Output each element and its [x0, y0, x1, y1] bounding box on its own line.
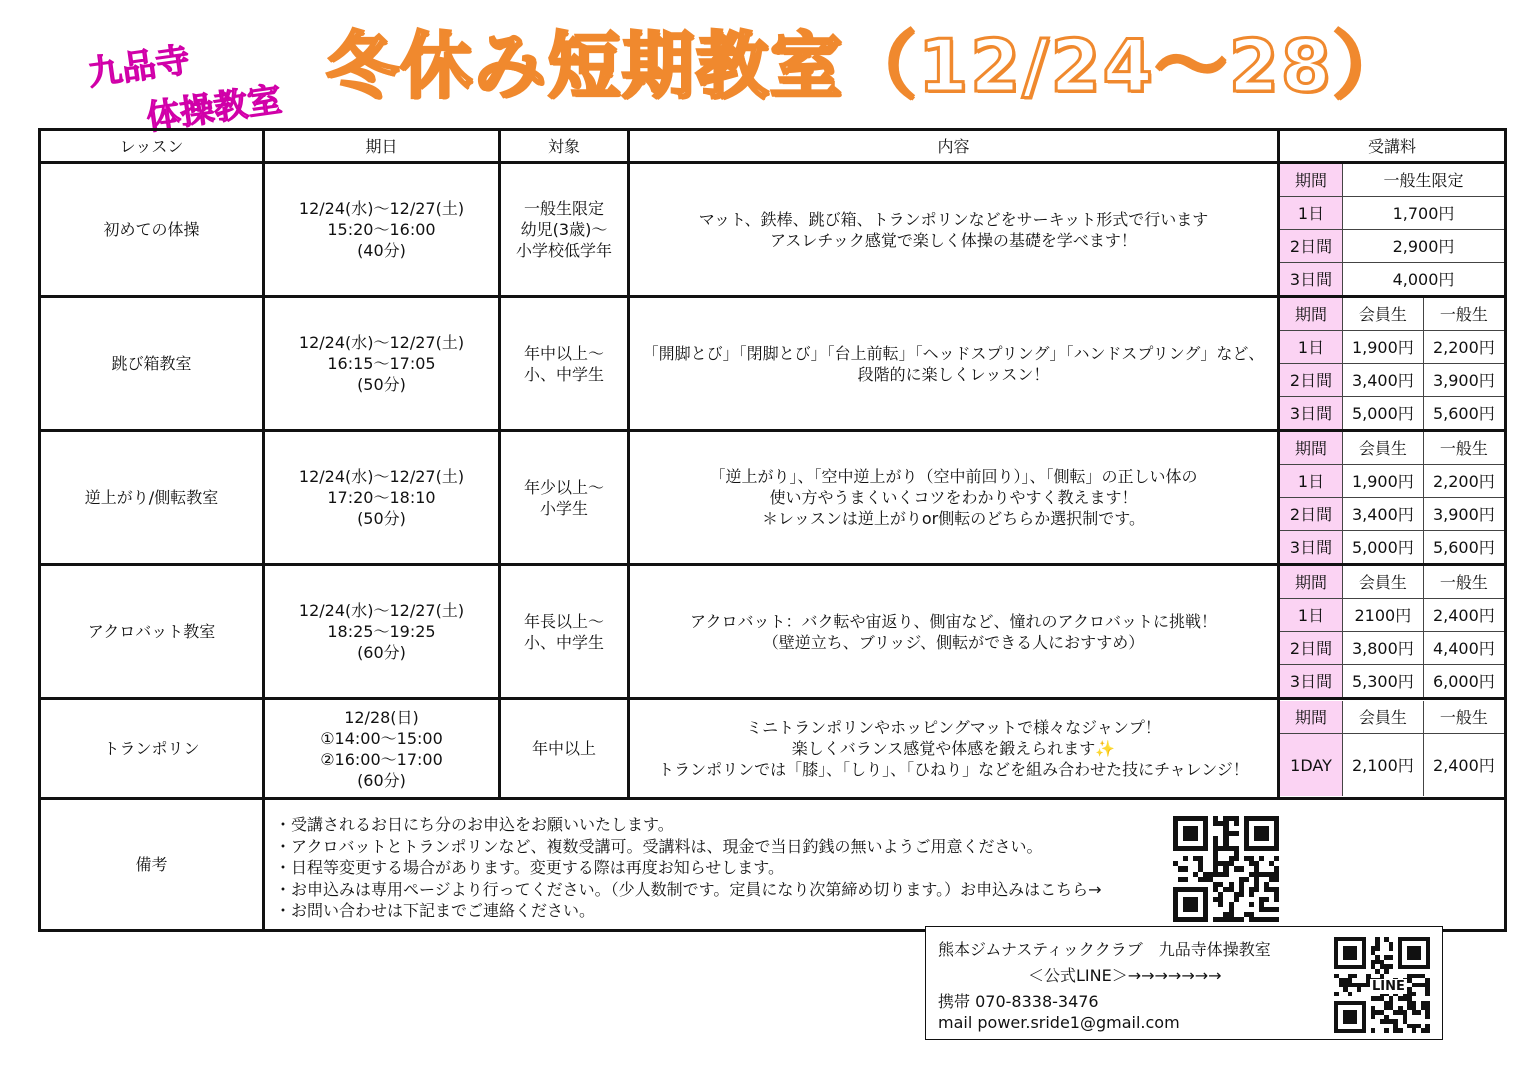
qr-module	[1274, 897, 1279, 902]
qr-module	[1183, 866, 1188, 871]
date-line: ①14:00～15:00	[320, 728, 443, 748]
fee-general-price: 2,200円	[1423, 465, 1504, 498]
qr-module	[1416, 1010, 1421, 1015]
qr-module	[1239, 866, 1244, 871]
fee-period: 3日間	[1280, 665, 1343, 698]
qr-module	[1183, 856, 1188, 861]
contact-org: 熊本ジムナスティッククラブ 九品寺体操教室	[938, 940, 1271, 959]
content-line: 楽しくバランス感覚や体感を鍛えられます✨	[791, 739, 1116, 758]
date-line: 16:15～17:05	[327, 354, 436, 373]
lesson-name: 逆上がり/側転教室	[40, 431, 264, 565]
qr-module	[1249, 902, 1254, 907]
brand-line-1: 九品寺	[85, 40, 193, 94]
lesson-row	[40, 431, 1506, 565]
lesson-target	[500, 297, 629, 431]
qr-module	[1398, 1028, 1403, 1033]
qr-finder-pattern	[1244, 816, 1279, 851]
qr-module	[1375, 946, 1380, 951]
qr-module	[1371, 1028, 1376, 1033]
fee-period: 1日	[1280, 599, 1343, 632]
qr-module	[1389, 946, 1394, 951]
lesson-name: 初めての体操	[40, 163, 264, 297]
target-line: 年中以上～	[523, 343, 604, 363]
lesson-date	[264, 163, 500, 297]
date-line: 12/24(水)～12/27(土)	[298, 601, 465, 620]
line-label: LINE	[1372, 979, 1405, 994]
date-line: 12/28(日)	[344, 707, 419, 727]
qr-module	[1384, 1028, 1389, 1033]
lesson-row	[40, 699, 1506, 799]
fee-member-label: 会員生	[1343, 701, 1424, 734]
lesson-content	[629, 297, 1279, 431]
content-line: ＊レッスンは逆上がりor側転のどちらか選択制です。	[762, 509, 1145, 528]
fee-price: 2,900円	[1343, 230, 1505, 263]
qr-module	[1352, 974, 1357, 979]
fee-period-label: 期間	[1280, 298, 1343, 331]
qr-module	[1239, 892, 1244, 897]
lesson-content	[629, 431, 1279, 565]
fee-member-label: 会員生	[1343, 566, 1424, 599]
fee-cell	[1279, 163, 1506, 297]
header-target: 対象	[500, 130, 629, 163]
fee-general-only: 一般生限定	[1343, 164, 1505, 197]
fee-row	[1280, 263, 1504, 296]
fee-period: 2日間	[1280, 498, 1343, 531]
fee-row	[1280, 531, 1504, 564]
content-line: トランポリンでは「膝」、「しり」、「ひねり」などを組み合わせた技にチャレンジ！	[658, 760, 1249, 779]
target-line: 幼児(3歳)～	[520, 220, 608, 239]
lesson-date	[264, 431, 500, 565]
header-row	[40, 130, 1506, 163]
fee-member-price: 2,100円	[1343, 734, 1424, 796]
fee-price: 1,700円	[1343, 197, 1505, 230]
fee-member-price: 3,400円	[1343, 498, 1424, 531]
fee-period: 2日間	[1280, 632, 1343, 665]
header-lesson: レッスン	[40, 130, 264, 163]
qr-module	[1412, 992, 1417, 997]
fee-header-row	[1280, 432, 1504, 465]
date-line: (50分)	[357, 375, 406, 394]
lesson-name: トランポリン	[40, 699, 264, 799]
content-line: 使い方やうまくいくコツをわかりやすく教えます！	[769, 488, 1138, 507]
fee-member-price: 3,800円	[1343, 632, 1424, 665]
fee-period: 2日間	[1280, 230, 1343, 263]
fee-member-price: 5,300円	[1343, 665, 1424, 698]
date-line: (50分)	[357, 509, 406, 528]
contact-mail: mail power.sride1@gmail.com	[938, 1013, 1180, 1032]
qr-module	[1249, 892, 1254, 897]
fee-cell	[1279, 431, 1506, 565]
qr-module	[1234, 856, 1239, 861]
application-qr-code-icon[interactable]	[1173, 816, 1279, 922]
fee-period: 1日	[1280, 197, 1343, 230]
fee-row	[1280, 665, 1504, 698]
fee-general-price: 6,000円	[1423, 665, 1504, 698]
fee-general-label: 一般生	[1423, 701, 1504, 734]
content-line: 「開脚とび」「閉脚とび」「台上前転」「ヘッドスプリング」「ハンドスプリング」など、	[642, 343, 1265, 363]
notes-content	[264, 799, 1506, 931]
fee-general-price: 2,200円	[1423, 331, 1504, 364]
qr-module	[1412, 1028, 1417, 1033]
fee-period: 1DAY	[1280, 734, 1343, 796]
lesson-row	[40, 163, 1506, 297]
date-line: 15:20～16:00	[327, 220, 436, 239]
qr-module	[1389, 964, 1394, 969]
qr-module	[1274, 877, 1279, 882]
date-line: 18:25～19:25	[327, 622, 436, 641]
target-line: 小、中学生	[523, 632, 604, 652]
lesson-content	[629, 699, 1279, 799]
target-line: 小学生	[539, 498, 588, 518]
fee-table	[1280, 164, 1504, 295]
qr-module	[1274, 856, 1279, 861]
date-line: ②16:00～17:00	[320, 749, 443, 769]
fee-table	[1280, 701, 1504, 796]
fee-general-price: 3,900円	[1423, 364, 1504, 397]
content-line: 段階的に楽しくレッスン！	[857, 364, 1050, 384]
qr-module	[1384, 969, 1389, 974]
fee-cell	[1279, 297, 1506, 431]
qr-module	[1254, 887, 1259, 892]
qr-module	[1183, 877, 1188, 882]
fee-row	[1280, 498, 1504, 531]
lesson-row	[40, 297, 1506, 431]
fee-general-price: 5,600円	[1423, 531, 1504, 564]
fee-table	[1280, 298, 1504, 429]
lesson-date	[264, 565, 500, 699]
notes-label: 備考	[40, 799, 264, 931]
qr-module	[1357, 987, 1362, 992]
target-line: 年中以上	[531, 739, 596, 758]
qr-module	[1274, 907, 1279, 912]
notes-item: ・お申込みは専用ページより行ってください。（少人数制です。定員になり次第締め切ります。）お申込みはこちら→	[275, 879, 1102, 899]
fee-row	[1280, 632, 1504, 665]
fee-period: 3日間	[1280, 531, 1343, 564]
qr-module	[1239, 917, 1244, 922]
qr-finder-pattern	[1334, 937, 1366, 969]
fee-period: 3日間	[1280, 263, 1343, 296]
fee-member-label: 会員生	[1343, 432, 1424, 465]
content-line: マット、鉄棒、跳び箱、トランポリンなどをサーキット形式で行います	[698, 209, 1209, 229]
lesson-content	[629, 565, 1279, 699]
fee-header-row	[1280, 164, 1504, 197]
header-fee: 受講料	[1279, 130, 1506, 163]
lesson-content	[629, 163, 1279, 297]
fee-row	[1280, 197, 1504, 230]
qr-module	[1218, 902, 1223, 907]
lesson-name: アクロバット教室	[40, 565, 264, 699]
fee-general-price: 2,400円	[1423, 734, 1504, 796]
fee-member-price: 3,400円	[1343, 364, 1424, 397]
target-line: 小、中学生	[523, 364, 604, 384]
fee-general-price: 2,400円	[1423, 599, 1504, 632]
qr-module	[1348, 992, 1353, 997]
qr-finder-pattern	[1398, 937, 1430, 969]
fee-row	[1280, 331, 1504, 364]
fee-row	[1280, 734, 1504, 796]
notes-item: ・アクロバットとトランポリンなど、複数受講可。受講料は、現金で当日釣銭の無いようご用意ください。	[275, 836, 1043, 856]
lesson-target	[500, 163, 629, 297]
qr-module	[1234, 821, 1239, 826]
date-line: 12/24(水)～12/27(土)	[298, 467, 465, 486]
header-content: 内容	[629, 130, 1279, 163]
fee-price: 4,000円	[1343, 263, 1505, 296]
fee-period-label: 期間	[1280, 701, 1343, 734]
content-line: アクロバット：バク転や宙返り、側宙など、憧れのアクロバットに挑戦！	[689, 611, 1218, 631]
lesson-name: 跳び箱教室	[40, 297, 264, 431]
date-line: 12/24(水)～12/27(土)	[298, 333, 465, 352]
page-title: 冬休み短期教室（12/24～28）	[326, 24, 1407, 108]
date-line: (60分)	[357, 643, 406, 662]
fee-general-label: 一般生	[1423, 566, 1504, 599]
fee-header-row	[1280, 566, 1504, 599]
fee-row	[1280, 397, 1504, 430]
notes-item: ・日程等変更する場合があります。変更する際は再度お知らせします。	[275, 858, 784, 877]
fee-member-price: 5,000円	[1343, 397, 1424, 430]
fee-row	[1280, 465, 1504, 498]
date-line: (60分)	[357, 770, 406, 790]
fee-table	[1280, 566, 1504, 697]
qr-module	[1334, 992, 1339, 997]
qr-finder-pattern	[1173, 887, 1208, 922]
content-line: （壁逆立ち、ブリッジ、側転ができる人におすすめ）	[762, 632, 1145, 652]
target-line: 一般生限定	[523, 199, 604, 218]
date-line: (40分)	[357, 241, 406, 260]
fee-cell	[1279, 565, 1506, 699]
fee-member-price: 2100円	[1343, 599, 1424, 632]
notes-item: ・お問い合わせは下記までご連絡ください。	[275, 901, 596, 920]
fee-general-price: 5,600円	[1423, 397, 1504, 430]
lesson-date	[264, 297, 500, 431]
date-line: 17:20～18:10	[327, 488, 436, 507]
qr-finder-pattern	[1334, 1001, 1366, 1033]
contact-box	[925, 926, 1443, 1040]
content-line: アスレチック感覚で楽しく体操の基礎を学べます！	[770, 230, 1137, 250]
lesson-target	[500, 565, 629, 699]
lesson-target	[500, 431, 629, 565]
fee-member-price: 5,000円	[1343, 531, 1424, 564]
qr-module	[1389, 955, 1394, 960]
qr-module	[1425, 1015, 1430, 1020]
fee-period: 2日間	[1280, 364, 1343, 397]
fee-row	[1280, 364, 1504, 397]
notes-row	[40, 799, 1506, 931]
fee-member-label: 会員生	[1343, 298, 1424, 331]
contact-phone: 携帯 070-8338-3476	[938, 992, 1099, 1011]
fee-table	[1280, 432, 1504, 563]
header-date: 期日	[264, 130, 500, 163]
fee-period: 3日間	[1280, 397, 1343, 430]
content-line: 「逆上がり」、「空中逆上がり（空中前回り）」、「側転」の正しい体の	[709, 467, 1198, 486]
qr-module	[1223, 872, 1228, 877]
fee-cell	[1279, 699, 1506, 799]
target-line: 年少以上～	[523, 477, 604, 497]
fee-period-label: 期間	[1280, 164, 1343, 197]
fee-general-label: 一般生	[1423, 298, 1504, 331]
fee-period: 1日	[1280, 331, 1343, 364]
notes-item: ・受講されるお日にち分のお申込をお願いいたします。	[275, 815, 674, 834]
qr-module	[1244, 877, 1249, 882]
qr-module	[1264, 897, 1269, 902]
fee-period: 1日	[1280, 465, 1343, 498]
qr-module	[1425, 992, 1430, 997]
lesson-target	[500, 699, 629, 799]
fee-member-price: 1,900円	[1343, 331, 1424, 364]
schedule-table	[38, 128, 1507, 932]
target-line: 年長以上～	[523, 611, 604, 631]
qr-module	[1234, 831, 1239, 836]
fee-general-label: 一般生	[1423, 432, 1504, 465]
lesson-date	[264, 699, 500, 799]
qr-finder-pattern	[1173, 816, 1208, 851]
fee-period-label: 期間	[1280, 432, 1343, 465]
fee-member-price: 1,900円	[1343, 465, 1424, 498]
fee-row	[1280, 230, 1504, 263]
line-qr-code-icon[interactable]	[1334, 937, 1430, 1033]
lesson-row	[40, 565, 1506, 699]
fee-header-row	[1280, 701, 1504, 734]
qr-module	[1274, 917, 1279, 922]
qr-module	[1259, 856, 1264, 861]
fee-general-price: 4,400円	[1423, 632, 1504, 665]
qr-module	[1425, 1028, 1430, 1033]
date-line: 12/24(水)～12/27(土)	[298, 199, 465, 218]
contact-line: ＜公式LINE＞→→→→→→→	[1028, 966, 1222, 985]
content-line: ミニトランポリンやホッピングマットで様々なジャンプ！	[746, 718, 1161, 737]
qr-module	[1371, 1015, 1376, 1020]
qr-module	[1234, 897, 1239, 902]
fee-general-price: 3,900円	[1423, 498, 1504, 531]
fee-header-row	[1280, 298, 1504, 331]
target-line: 小学校低学年	[515, 241, 612, 260]
brand-line-2: 体操教室	[143, 79, 285, 139]
fee-row	[1280, 599, 1504, 632]
fee-period-label: 期間	[1280, 566, 1343, 599]
